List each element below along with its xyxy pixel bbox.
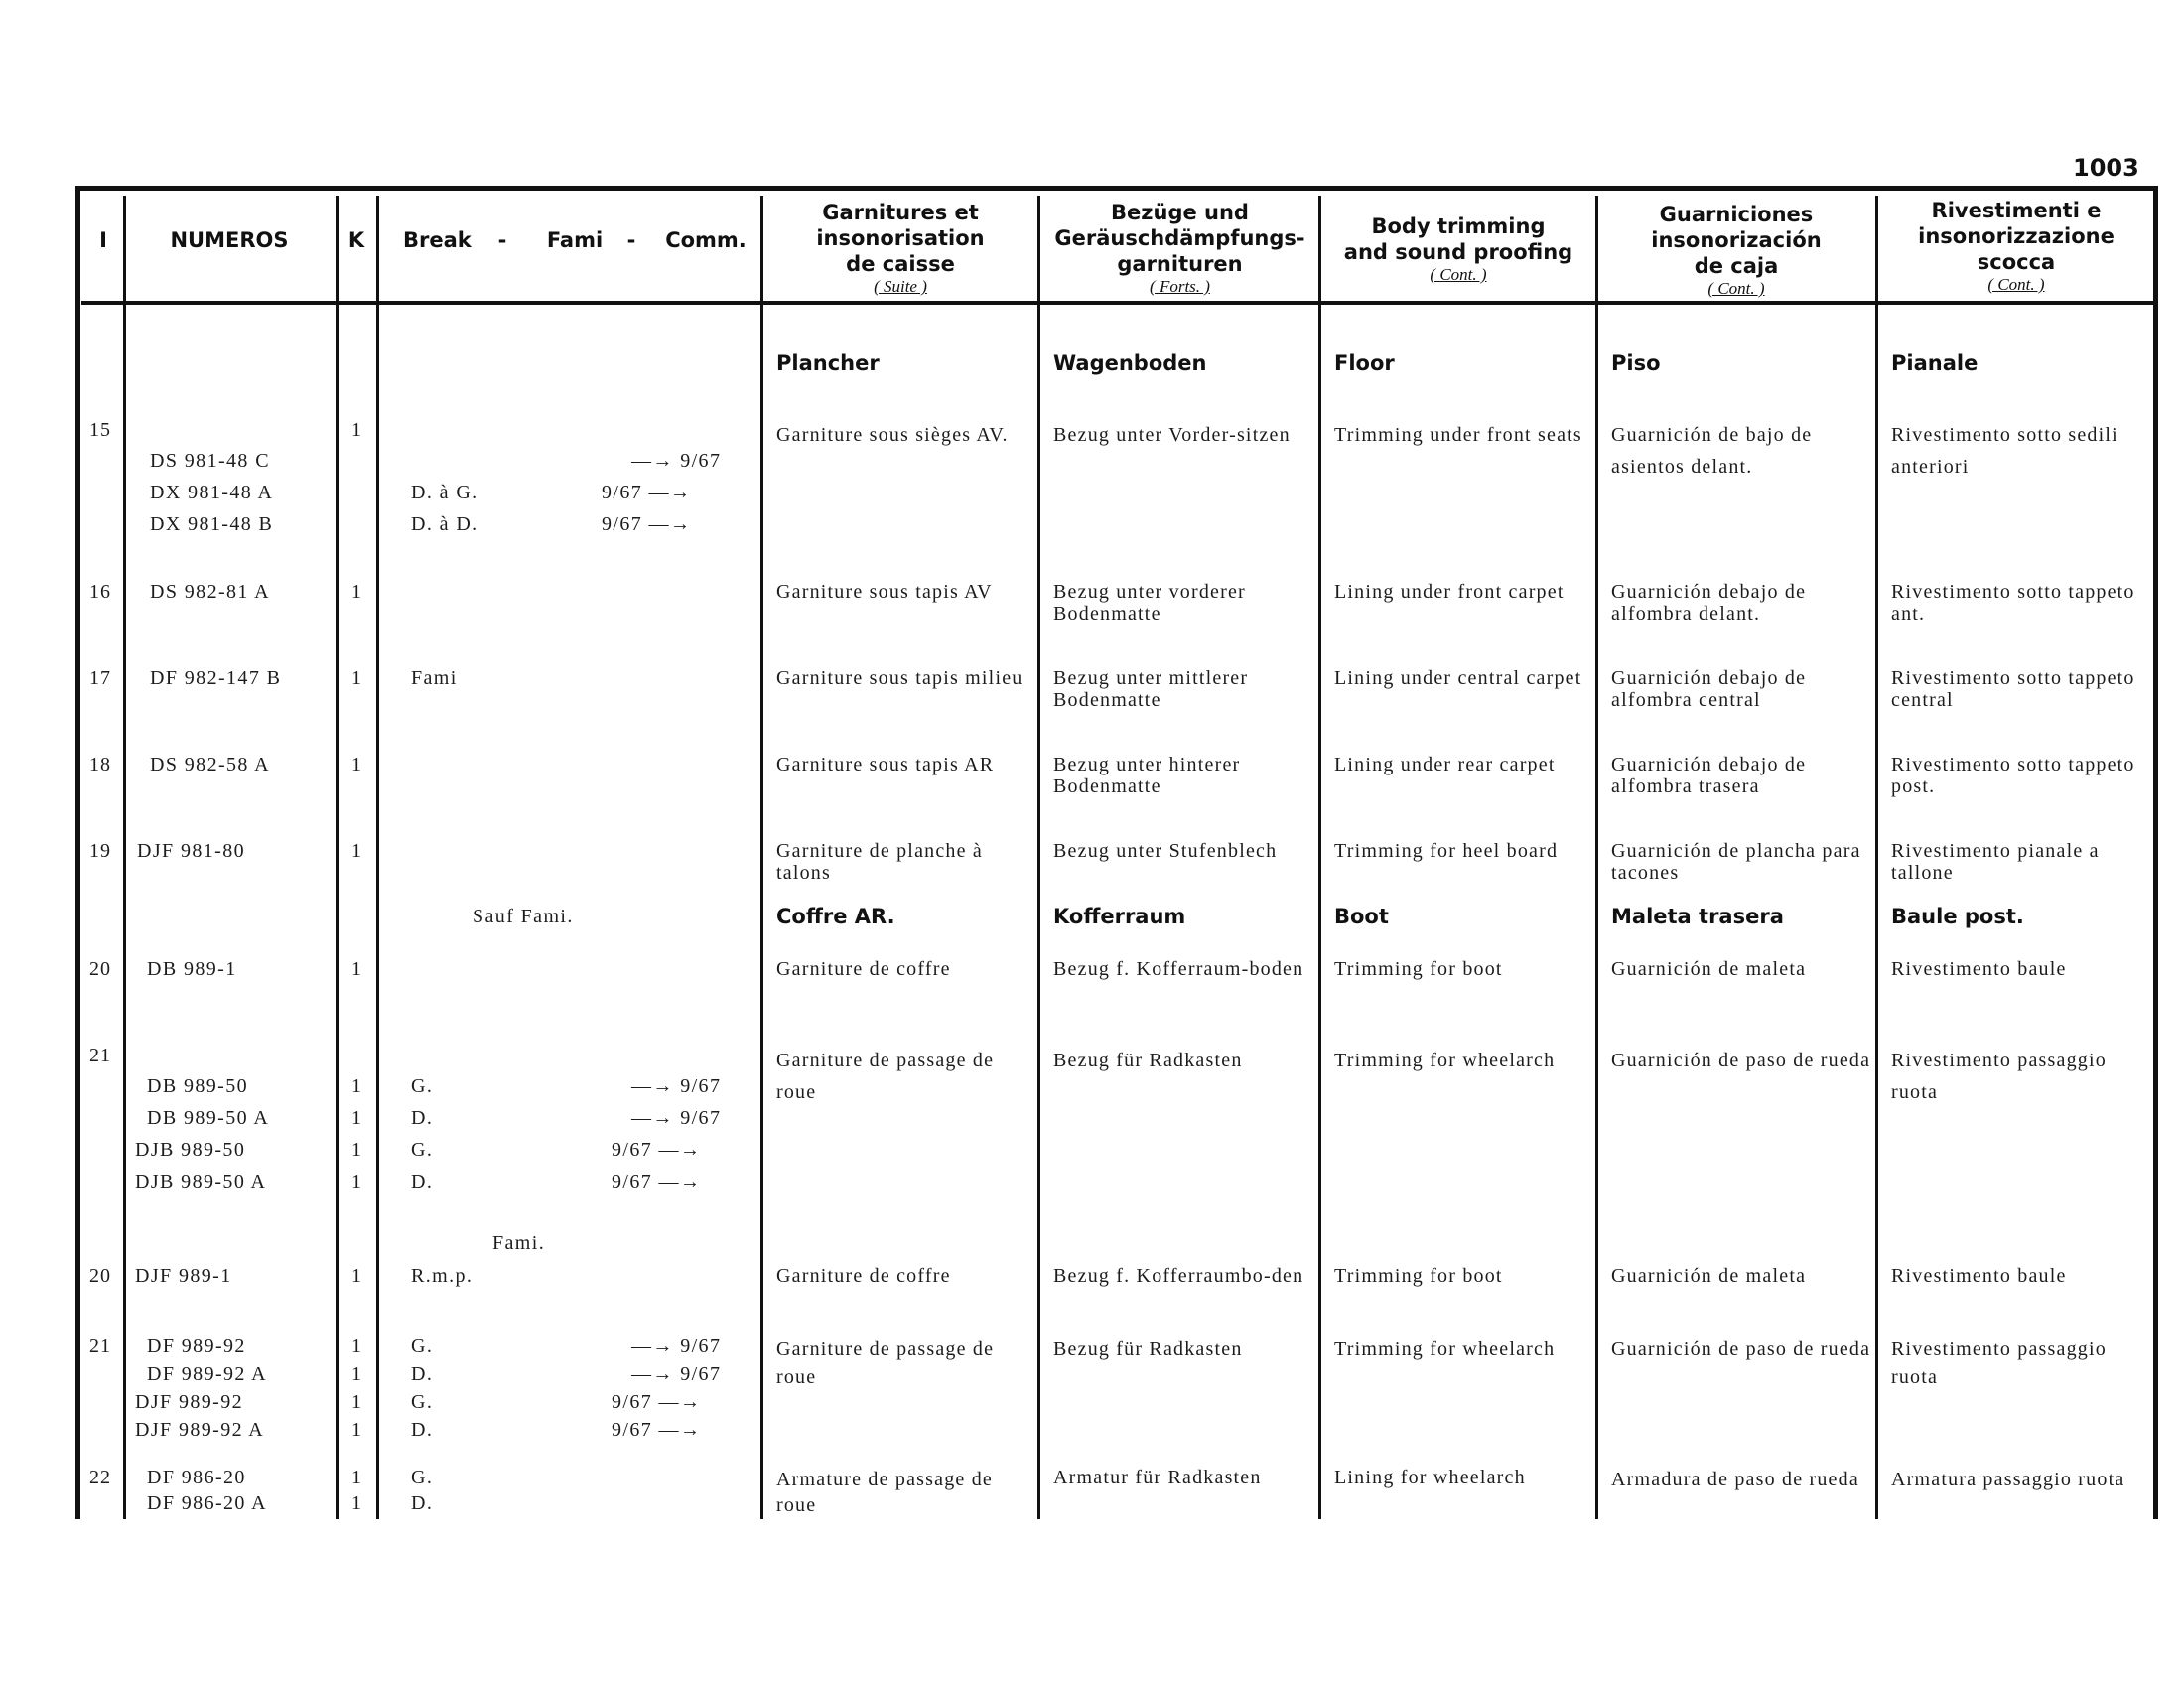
date-range: —→ 9/67 [631, 1336, 722, 1357]
item-number: 16 [89, 581, 111, 603]
column-divider [1875, 196, 1878, 1519]
header-break: Break [403, 228, 472, 252]
quantity: 1 [351, 958, 362, 980]
desc-es: Guarnición debajo de alfombra central [1611, 667, 1807, 711]
section-title-it: Baule post. [1891, 905, 2024, 928]
part-number: DF 986-20 [147, 1467, 246, 1488]
desc-de: Bezug unter hinterer Bodenmatte [1053, 754, 1241, 797]
header-italian-line: insonorizzazione [1918, 224, 2115, 248]
date-range: —→ 9/67 [631, 1075, 722, 1097]
group-note: Fami. [492, 1232, 546, 1254]
desc-fr: Garniture sous tapis milieu [776, 667, 1024, 689]
part-number: DS 982-81 A [150, 581, 270, 603]
part-number: DJF 989-92 [135, 1391, 244, 1413]
header-german-continued: ( Forts. ) [1150, 277, 1210, 296]
parts-table [75, 186, 2158, 1519]
desc-en: Trimming for wheelarch [1334, 1050, 1556, 1071]
item-number: 18 [89, 754, 111, 775]
quantity: 1 [351, 419, 362, 441]
header-french-line: Garnitures et [822, 201, 979, 224]
side-note: G. [411, 1139, 434, 1161]
header-german-line: garnituren [1117, 252, 1243, 276]
item-number: 15 [89, 419, 111, 441]
part-number: DJF 989-92 A [135, 1419, 265, 1441]
part-number: DX 981-48 B [150, 513, 274, 535]
header-bottom-border [81, 301, 2158, 305]
desc-it: Rivestimento passaggio ruota [1891, 1050, 2107, 1103]
section-title-fr: Plancher [776, 352, 880, 375]
desc-de: Bezug für Radkasten [1053, 1338, 1243, 1360]
part-number: DB 989-1 [147, 958, 237, 980]
desc-de: Bezug f. Kofferraum-boden [1053, 958, 1304, 980]
column-divider [336, 196, 339, 1519]
side-note: D. [411, 1107, 434, 1129]
item-number: 21 [89, 1336, 111, 1357]
desc-it: Rivestimento pianale a tallone [1891, 840, 2100, 884]
header-french-line: de caisse [846, 252, 955, 276]
desc-fr: Garniture de planche à talons [776, 840, 983, 884]
desc-fr: Garniture de passage de roue [776, 1338, 995, 1388]
header-fami: Fami [546, 228, 604, 252]
desc-en: Lining under rear carpet [1334, 754, 1556, 775]
desc-it: Rivestimento passaggio ruota [1891, 1338, 2107, 1388]
side-note: D. [411, 1171, 434, 1193]
desc-it: Rivestimento sotto sedili anteriori [1891, 424, 2118, 478]
section-title-de: Kofferraum [1053, 905, 1186, 928]
desc-es: Guarnición de paso de rueda [1611, 1338, 1871, 1360]
header-spanish-line: Guarniciones [1659, 203, 1814, 226]
quantity: 1 [351, 1107, 362, 1129]
part-number: DS 982-58 A [150, 754, 270, 775]
desc-fr: Garniture de coffre [776, 1265, 951, 1287]
header-french-line: insonorisation [816, 226, 985, 250]
desc-de: Bezug unter Stufenblech [1053, 840, 1278, 862]
quantity: 1 [351, 1336, 362, 1357]
group-note: Sauf Fami. [473, 906, 574, 927]
header-german-line: Geräuschdämpfungs- [1054, 226, 1305, 250]
desc-en: Trimming under front seats [1334, 424, 1582, 446]
header-italian-line: scocca [1977, 250, 2056, 274]
header-italian-continued: ( Cont. ) [1987, 275, 2045, 294]
date-range: —→ 9/67 [631, 1107, 722, 1129]
desc-de: Armatur für Radkasten [1053, 1467, 1262, 1488]
date-range: 9/67 —→ [612, 1391, 702, 1413]
header-english-line: Body trimming [1371, 214, 1546, 238]
item-number: 19 [89, 840, 111, 862]
part-number: DS 981-48 C [150, 450, 270, 472]
date-range: 9/67 —→ [612, 1171, 702, 1193]
comment: R.m.p. [411, 1265, 474, 1287]
date-range: 9/67 —→ [602, 482, 692, 503]
table-top-border [75, 186, 2158, 191]
desc-es: Armadura de paso de rueda [1611, 1469, 1859, 1490]
quantity: 1 [351, 1492, 362, 1514]
desc-en: Trimming for boot [1334, 958, 1503, 980]
part-number: DB 989-50 A [147, 1107, 270, 1129]
header-spanish [1601, 202, 1871, 299]
side-note: D. [411, 1419, 434, 1441]
desc-en: Lining under central carpet [1334, 667, 1582, 689]
part-number: DB 989-50 [147, 1075, 249, 1097]
part-number: DJF 981-80 [137, 840, 246, 862]
column-divider [760, 196, 763, 1519]
section-title-fr: Coffre AR. [776, 905, 895, 928]
quantity: 1 [351, 1419, 362, 1441]
desc-es: Guarnición de maleta [1611, 958, 1807, 980]
column-divider [123, 196, 126, 1519]
desc-fr: Garniture sous sièges AV. [776, 424, 1009, 446]
desc-es: Guarnición debajo de alfombra trasera [1611, 754, 1807, 797]
desc-it: Rivestimento baule [1891, 1265, 2067, 1287]
header-spanish-line: de caja [1694, 254, 1779, 278]
desc-fr: Garniture sous tapis AV [776, 581, 993, 603]
part-number: DX 981-48 A [150, 482, 274, 503]
desc-it: Rivestimento sotto tappeto ant. [1891, 581, 2135, 625]
desc-de: Bezug unter mittlerer Bodenmatte [1053, 667, 1249, 711]
item-number: 20 [89, 958, 111, 980]
section-title-de: Wagenboden [1053, 352, 1207, 375]
desc-es: Guarnición de bajo de asientos delant. [1611, 424, 1813, 478]
header-comm: Comm. [665, 228, 747, 252]
header-french-continued: ( Suite ) [874, 277, 927, 296]
item-number: 17 [89, 667, 111, 689]
desc-de: Bezug für Radkasten [1053, 1050, 1243, 1071]
column-divider [1037, 196, 1040, 1519]
side-note: G. [411, 1336, 434, 1357]
desc-de: Bezug f. Kofferraumbo-den [1053, 1265, 1304, 1287]
side-note: G. [411, 1467, 434, 1488]
header-item: I [99, 228, 107, 252]
side-note: D. à D. [411, 513, 478, 535]
part-number: DF 989-92 A [147, 1363, 267, 1385]
section-title-en: Floor [1334, 352, 1395, 375]
header-italian-line: Rivestimenti e [1931, 199, 2102, 222]
header-spanish-continued: ( Cont. ) [1707, 279, 1765, 298]
quantity: 1 [351, 1467, 362, 1488]
side-note: G. [411, 1391, 434, 1413]
desc-de: Bezug unter Vorder-sitzen [1053, 424, 1291, 446]
column-divider [1318, 196, 1321, 1519]
quantity: 1 [351, 1265, 362, 1287]
header-numeros: NUMEROS [170, 228, 289, 252]
part-number: DJB 989-50 A [135, 1171, 267, 1193]
section-title-en: Boot [1334, 905, 1389, 928]
part-number: DF 986-20 A [147, 1492, 267, 1514]
item-number: 21 [89, 1045, 111, 1066]
column-divider [1595, 196, 1598, 1519]
desc-en: Trimming for wheelarch [1334, 1338, 1556, 1360]
desc-en: Trimming for heel board [1334, 840, 1559, 862]
desc-it: Rivestimento baule [1891, 958, 2067, 980]
side-note: D. à G. [411, 482, 478, 503]
comment: Fami [411, 667, 458, 689]
item-number: 20 [89, 1265, 111, 1287]
header-french [766, 200, 1034, 297]
desc-es: Guarnición de maleta [1611, 1265, 1807, 1287]
column-divider [376, 196, 379, 1519]
quantity: 1 [351, 754, 362, 775]
side-note: D. [411, 1363, 434, 1385]
desc-fr: Garniture de coffre [776, 958, 951, 980]
header-separator: - [497, 228, 507, 252]
desc-it: Rivestimento sotto tappeto post. [1891, 754, 2135, 797]
column-divider [75, 186, 80, 1519]
quantity: 1 [351, 1075, 362, 1097]
date-range: 9/67 —→ [612, 1139, 702, 1161]
desc-it: Armatura passaggio ruota [1891, 1469, 2125, 1490]
part-number: DF 982-147 B [150, 667, 282, 689]
date-range: —→ 9/67 [631, 450, 722, 472]
date-range: 9/67 —→ [612, 1419, 702, 1441]
quantity: 1 [351, 1139, 362, 1161]
item-number: 22 [89, 1467, 111, 1488]
part-number: DJF 989-1 [135, 1265, 232, 1287]
desc-en: Lining under front carpet [1334, 581, 1565, 603]
part-number: DF 989-92 [147, 1336, 246, 1357]
desc-fr: Garniture sous tapis AR [776, 754, 995, 775]
part-number: DJB 989-50 [135, 1139, 246, 1161]
desc-fr: Armature de passage de roue [776, 1469, 993, 1516]
quantity: 1 [351, 1171, 362, 1193]
header-german [1043, 200, 1316, 297]
desc-en: Trimming for boot [1334, 1265, 1503, 1287]
header-spanish-line: insonorización [1651, 228, 1822, 252]
page-number: 1003 [2073, 154, 2139, 182]
header-italian [1881, 198, 2151, 295]
header-english-line: and sound proofing [1343, 240, 1573, 264]
header-k: K [347, 228, 365, 252]
desc-es: Guarnición de plancha para tacones [1611, 840, 1861, 884]
date-range: 9/67 —→ [602, 513, 692, 535]
date-range: —→ 9/67 [631, 1363, 722, 1385]
header-german-line: Bezüge und [1111, 201, 1249, 224]
desc-en: Lining for wheelarch [1334, 1467, 1526, 1488]
quantity: 1 [351, 667, 362, 689]
section-title-es: Maleta trasera [1611, 905, 1784, 928]
quantity: 1 [351, 1363, 362, 1385]
header-english [1324, 213, 1592, 285]
column-divider [2153, 186, 2158, 1519]
desc-it: Rivestimento sotto tappeto central [1891, 667, 2135, 711]
section-title-it: Pianale [1891, 352, 1979, 375]
desc-fr: Garniture de passage de roue [776, 1050, 995, 1103]
desc-es: Guarnición debajo de alfombra delant. [1611, 581, 1807, 625]
quantity: 1 [351, 840, 362, 862]
quantity: 1 [351, 581, 362, 603]
quantity: 1 [351, 1391, 362, 1413]
desc-es: Guarnición de paso de rueda [1611, 1050, 1871, 1071]
header-separator: - [626, 228, 636, 252]
section-title-es: Piso [1611, 352, 1661, 375]
side-note: G. [411, 1075, 434, 1097]
desc-de: Bezug unter vorderer Bodenmatte [1053, 581, 1246, 625]
side-note: D. [411, 1492, 434, 1514]
header-english-continued: ( Cont. ) [1430, 265, 1487, 284]
